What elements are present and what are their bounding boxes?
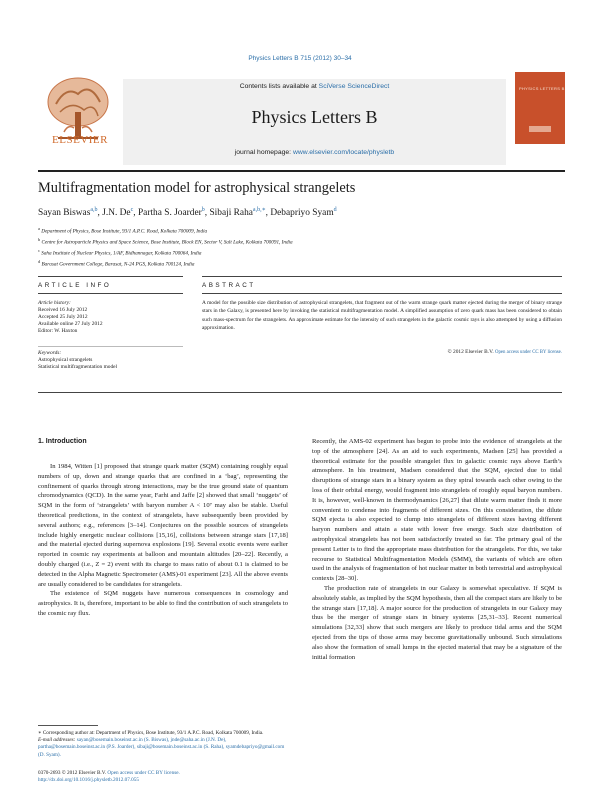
affiliation-mark: a — [38, 226, 40, 231]
affiliation-text: Centre for Astroparticle Physics and Space Science, Bose Institute, Block EN, Sector V, Salt Lake, Kolkata 700091, India — [41, 239, 293, 246]
email-list[interactable]: sayan@bosemain.boseinst.ac.in (S. Biswas), jnde@saha.ac.in (J.N. De), partha@bosemain.boseinst.ac.in (P.S. Joarder), sibaji@bosemain.boseinst.ac.in (S. Raha), syamdebapriyo@gmail.com (D. Syam). — [38, 737, 285, 758]
author-name: Debapriyo Syam — [270, 208, 334, 219]
affiliation-text: Department of Physics, Bose Institute, 93/1 A.P.C. Road, Kolkata 700009, India — [41, 228, 208, 235]
affiliation-text: Barasat Government College, Barasat, N-24 PGS, Kolkata 700124, India — [41, 262, 195, 269]
author-name: J.N. De — [102, 208, 131, 219]
paragraph: The production rate of strangelets in our Galaxy is somewhat speculative. If SQM is absolutely stable, as implied by the SQM hypothesis, then all the compact stars are likely to be the strange stars [17,18]. A major source for the production of strangelets in our Galaxy may thus be the merger of strange stars in binary systems [25,31–33]. Recent numerical simulations [32,33] show that such mergers are likely to produce tidal arms and the SQM ejected from the tips of those arms may become gravitationally unbound. Such simulations also show the formation of small lumps in the ejected material that may be a signature of the initial formation — [312, 584, 562, 661]
author-list: Sayan Biswas$^{a,b}$, J.N. De$^c$, Partha S. Joarder$^b$, Sibaji Raha$^{a,b,∗}$, Debapriyo Syam$^d$ — [38, 207, 337, 219]
journal-reference[interactable]: Physics Letters B 715 (2012) 30–34 — [248, 55, 352, 62]
body-column-left — [38, 462, 288, 619]
author-name: Sayan Biswas — [38, 208, 91, 219]
keyword: Astrophysical strangelets — [38, 357, 93, 363]
homepage-line — [123, 149, 506, 156]
keywords-label: Keywords: — [38, 350, 62, 356]
author-affil-mark[interactable]: a,b,∗ — [252, 207, 266, 213]
author-affil-mark[interactable]: c — [130, 207, 134, 213]
keywords — [38, 350, 117, 371]
author-affil-mark[interactable]: d — [333, 207, 337, 213]
affiliation-text: Saha Institute of Nuclear Physics, 1/AF, Bidhannagar, Kolkata 700064, India — [41, 251, 202, 258]
affiliation — [38, 258, 293, 269]
contents-line — [123, 83, 506, 90]
footnote-rule — [38, 725, 98, 726]
issn-text: 0370-2693 © 2012 Elsevier B.V. — [38, 770, 108, 776]
journal-title: Physics Letters B — [251, 107, 378, 127]
article-title: Multifragmentation model for astrophysical strangelets — [38, 180, 356, 196]
paragraph: Recently, the AMS-02 experiment has begun to probe into the evidence of strangelets at the top of the atmosphere [24]. As an aid to such experiments, Madsen [25] has provided a theoretical estimate for the possible strangelet flux in galactic cosmic rays above Earth’s atmosphere. In his treatment, Madsen considered that the SQM, ejected due to tidal disruptions of strange stars in a binary system as they spiral towards each other owing to the loss of their orbital energy, would fragment into strangelets of roughly equal baryon numbers. It is, however, well-known in thermodynamics [26,27] that dilute warm matter finds it more convenient to condense into fragments of different sizes. On this consideration, the dilute SQM ejecta is also expected to clump into strangelets of different sizes having different baryon numbers and attain a state with lower free energy. Such size distribution of astrophysical strangelets has not been satisfactorily treated so far. The primary goal of the present Letter is to find the appropriate mass distribution for the strangelets. For this, we take recourse to Statistical Multifragmentation Models (SMM), the variants of which are often used in the analysis of fragmentation of hot nuclear matter in both terrestrial and astrophysical contexts [28–30]. — [312, 438, 562, 583]
license-prefix: Open access under — [107, 770, 148, 776]
journal-masthead — [38, 66, 565, 166]
article-info-heading: ARTICLE INFO — [38, 282, 112, 289]
frontmatter-rule — [38, 392, 562, 393]
affiliation-mark: d — [38, 259, 41, 265]
article-history — [38, 300, 103, 335]
history-label: Article history: — [38, 300, 71, 306]
author-affil-mark[interactable]: a,b — [90, 207, 98, 213]
doi-link[interactable]: http://dx.doi.org/10.1016/j.physletb.2012.07.055 — [38, 777, 139, 784]
corresponding-author-note: ∗ Corresponding author at: Department of Physics, Bose Institute, 93/1 A.P.C. Road, Kolkata 700009, India. — [38, 730, 264, 736]
abstract-text: A model for the possible size distribution of astrophysical strangelets, that fragment out of the warm strange quark matter ejected during the merger of binary strange stars in the Galaxy, is presented here by invoking the statistical multifragmentation model. A simplified assumption of zero quark mass has been considered to obtain such mass-spectrum for the strangelets. An approximate estimate for the intensity of such strangelets in the galactic cosmic rays is also attempted by using a diffusion approximation. — [202, 300, 562, 331]
license-link[interactable]: CC BY license. — [532, 350, 562, 355]
history-item: Available online 27 July 2012 — [38, 321, 103, 327]
cover-title: PHYSICS LETTERS B — [519, 86, 565, 91]
license-prefix: Open access under — [495, 350, 533, 355]
homepage-link[interactable]: www.elsevier.com/locate/physletb — [292, 149, 395, 156]
journal-cover-thumbnail — [515, 72, 565, 144]
affiliation — [38, 247, 293, 258]
affiliations — [38, 225, 293, 270]
history-item: Editor: W. Haxton — [38, 328, 78, 334]
affiliation — [38, 225, 293, 236]
author-affil-mark[interactable]: b — [201, 207, 205, 213]
masthead-rule — [38, 170, 565, 172]
abstract-rule-top — [202, 276, 562, 277]
masthead-box — [123, 79, 506, 165]
author-name: Partha S. Joarder — [137, 208, 202, 219]
abstract-rule-bottom — [202, 293, 562, 294]
copyright-text: © 2012 Elsevier B.V. — [447, 349, 496, 355]
paragraph: The existence of SQM nuggets have numerous consequences in cosmology and astrophysics. It is, therefore, important to be able to find the contribution of such strangelets to the cosmic ray flux. — [38, 590, 288, 617]
email-label: E-mail addresses: — [38, 737, 77, 744]
publisher-name: ELSEVIER — [52, 134, 108, 146]
affiliation-mark: b — [38, 237, 41, 243]
issn-line — [38, 770, 180, 777]
body-column-right — [312, 437, 562, 662]
author-name: Sibaji Raha — [209, 208, 253, 219]
elsevier-tree-logo-icon — [38, 72, 118, 162]
footnote — [38, 730, 288, 759]
abstract-heading: ABSTRACT — [202, 282, 256, 289]
history-item: Received 16 July 2012 — [38, 307, 88, 313]
abstract-copyright — [202, 349, 562, 355]
affiliation — [38, 236, 293, 247]
section-heading-introduction: 1. Introduction — [38, 438, 87, 445]
homepage-prefix: journal homepage: — [234, 149, 293, 156]
email-addresses — [38, 737, 288, 759]
history-item: Accepted 25 July 2012 — [38, 314, 88, 320]
contents-prefix: Contents lists available at — [239, 83, 319, 90]
keyword: Statistical multifragmentation model — [38, 364, 118, 370]
cover-decoration — [529, 126, 551, 132]
article-info-rule-top — [38, 276, 183, 277]
keywords-rule — [38, 346, 183, 347]
bottom-identifiers — [38, 770, 180, 784]
sciencedirect-link[interactable]: SciVerse ScienceDirect — [318, 83, 390, 90]
article-info-rule-bottom — [38, 293, 183, 294]
affiliation-mark: c — [38, 248, 40, 254]
paragraph: In 1984, Witten [1] proposed that strange quark matter (SQM) containing roughly equal numbers of up, down and strange quarks that are confined in a ‘bag’, representing the confinement of quarks through strong interactions, may be the true ground state of quantum chromodynamics (QCD). In the same year, Farhi and Jaffe [2] showed that small ‘nuggets’ of SQM in the form of ‘strangelets’ with baryon number A < 10⁷ may also be stable. Useful theoretical predictions, in the context of strangelets, have subsequently been provided by several authors; e.g., references [3–14]. Conjectures on the possible sources of strangelets include highly energetic nuclear collisions [15,16], collisions between strange stars [17,18] and the material ejected during supernova explosions [19]. Several exotic events were earlier reported in cosmic ray experiments at balloon and mountain altitudes [20–22]. Recently, a doubly charged (i.e., Z = 2) event with its charge to mass ratio of about 0.1 is claimed to be detected in the Alpha Magnetic Spectrometer (AMS)-01 experiment [23]. All the above events are usually considered to be candidates for strangelets. — [38, 463, 288, 588]
license-link[interactable]: CC BY license. — [147, 770, 180, 776]
